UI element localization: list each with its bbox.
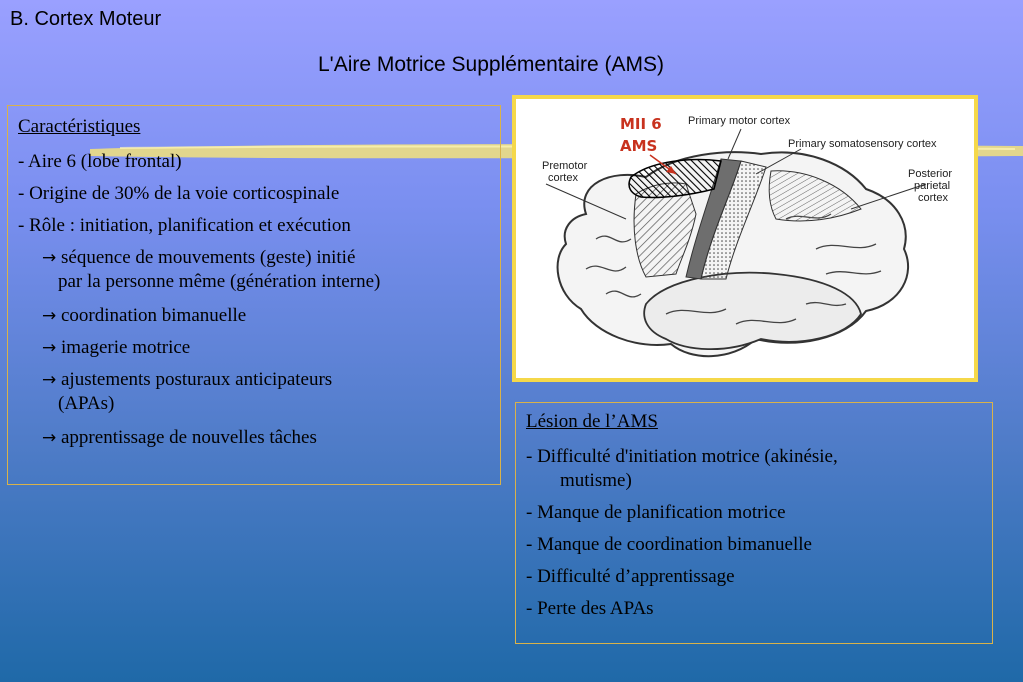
list-subitem: → ajustements posturaux anticipateurs: [42, 369, 333, 390]
slide-title: L'Aire Motrice Supplémentaire (AMS): [318, 53, 664, 76]
mii6-label: MII 6: [620, 115, 662, 133]
posterior-label-line2: parietal: [914, 180, 951, 192]
right-arrow-icon: →: [42, 306, 57, 326]
list-subitem: → coordination bimanuelle: [42, 305, 247, 326]
right-arrow-icon: →: [42, 338, 57, 358]
right-arrow-icon: →: [42, 428, 57, 448]
premotor-label-line2: cortex: [548, 172, 578, 184]
list-item: - Perte des APAs: [526, 598, 654, 619]
list-item-continuation: mutisme): [560, 470, 632, 491]
list-item: - Aire 6 (lobe frontal): [18, 151, 182, 172]
list-subitem: → imagerie motrice: [42, 337, 191, 358]
characteristics-heading: Caractéristiques: [18, 116, 141, 137]
list-subitem-continuation: (APAs): [58, 393, 115, 414]
primary-motor-label: Primary motor cortex: [688, 115, 791, 127]
right-arrow-icon: →: [42, 370, 57, 390]
list-subitem: → séquence de mouvements (geste) initié: [42, 247, 356, 268]
lesion-box: [515, 402, 993, 644]
posterior-label-line3: cortex: [918, 192, 948, 204]
primary-somato-label: Primary somatosensory cortex: [788, 138, 937, 150]
right-arrow-icon: →: [42, 248, 57, 268]
premotor-label: Premotor: [542, 160, 588, 172]
posterior-label: Posterior: [908, 168, 953, 180]
section-header: B. Cortex Moteur: [10, 8, 162, 30]
lesion-heading: Lésion de l’AMS: [526, 411, 658, 432]
list-item: - Origine de 30% de la voie corticospinale: [18, 183, 340, 204]
list-subitem-continuation: par la personne même (génération interne): [58, 271, 381, 292]
ams-label: AMS: [620, 137, 658, 155]
list-item: - Manque de coordination bimanuelle: [526, 534, 812, 555]
brain-figure: [512, 95, 978, 382]
list-subitem: → apprentissage de nouvelles tâches: [42, 427, 317, 448]
brain-diagram: [516, 99, 974, 378]
list-item: - Difficulté d'initiation motrice (akinésie,: [526, 446, 838, 467]
list-item: - Manque de planification motrice: [526, 502, 786, 523]
list-item: - Difficulté d’apprentissage: [526, 566, 735, 587]
characteristics-box: [7, 105, 501, 485]
list-item: - Rôle : initiation, planification et exécution: [18, 215, 351, 236]
